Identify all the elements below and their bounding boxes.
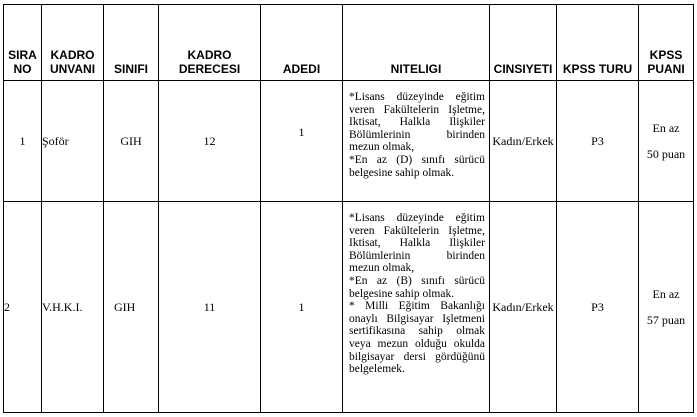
header-kadro-unvani: KADRO UNVANI xyxy=(42,5,104,81)
cell-adedi: 1 xyxy=(261,202,343,413)
kpss-puani-line: En az xyxy=(652,287,680,301)
kpss-puani-line: En az xyxy=(652,121,680,135)
kpss-puani-line: 57 puan xyxy=(646,313,686,327)
header-cinsiyeti: CINSIYETI xyxy=(490,5,557,81)
header-niteligi: NITELIGI xyxy=(343,5,490,81)
header-adedi: ADEDI xyxy=(261,5,343,81)
cell-kpss-puani xyxy=(639,81,694,202)
table-row xyxy=(4,81,694,202)
cell-kadro-unvani: V.H.K.I. xyxy=(42,202,104,413)
cell-kpss-puani xyxy=(639,202,694,413)
cell-cinsiyeti: Kadın/Erkek xyxy=(490,81,557,202)
header-sira-no: SIRA NO xyxy=(4,5,42,81)
cell-niteligi xyxy=(343,81,490,202)
cell-cinsiyeti: Kadın/Erkek xyxy=(490,202,557,413)
niteligi-item: *Lisans düzeyinde eğitim veren Fakültelerin Işletme, Iktisat, Halkla Ilişkiler Bölümlerinin birinden mezun olmak, xyxy=(349,91,485,154)
cell-kadro-derecesi: 11 xyxy=(159,202,261,413)
header-sinifi: SINIFI xyxy=(104,5,159,81)
niteligi-item: *Lisans düzeyinde eğitim veren Fakültelerin Işletme, Iktisat, Halkla Ilişkiler Bölümlerinin birinden mezun olmak, xyxy=(349,212,485,275)
cell-sira-no: 1 xyxy=(4,81,42,202)
cell-sinifi: GIH xyxy=(104,202,159,413)
header-kadro-derecesi: KADRO DERECESI xyxy=(159,5,261,81)
header-row xyxy=(4,5,694,81)
cell-kadro-derecesi: 12 xyxy=(159,81,261,202)
cell-kadro-unvani: Şoför xyxy=(42,81,104,202)
cell-kpss-turu: P3 xyxy=(557,81,639,202)
niteligi-item: *En az (B) sınıfı sürücü belgesine sahip olmak. xyxy=(349,274,485,300)
cell-sinifi: GIH xyxy=(104,81,159,202)
cell-niteligi xyxy=(343,202,490,413)
kpss-puani-line: 50 puan xyxy=(646,147,686,161)
table-row xyxy=(4,202,694,413)
cell-kpss-turu: P3 xyxy=(557,202,639,413)
header-kpss-turu: KPSS TURU xyxy=(557,5,639,81)
header-kpss-puani: KPSS PUANI xyxy=(639,5,694,81)
niteligi-item: *En az (D) sınıfı sürücü belgesine sahip olmak. xyxy=(349,153,485,179)
kadro-table xyxy=(3,4,694,413)
cell-adedi: 1 xyxy=(261,81,343,202)
niteligi-item: * Milli Eğitim Bakanlığı onaylı Bilgisayar Işletmeni sertifikasına sahip olmak veya mezun olduğu okulda bilgisayar dersi gördüğünü belgelemek. xyxy=(349,300,485,376)
cell-sira-no: 2 xyxy=(4,202,42,413)
